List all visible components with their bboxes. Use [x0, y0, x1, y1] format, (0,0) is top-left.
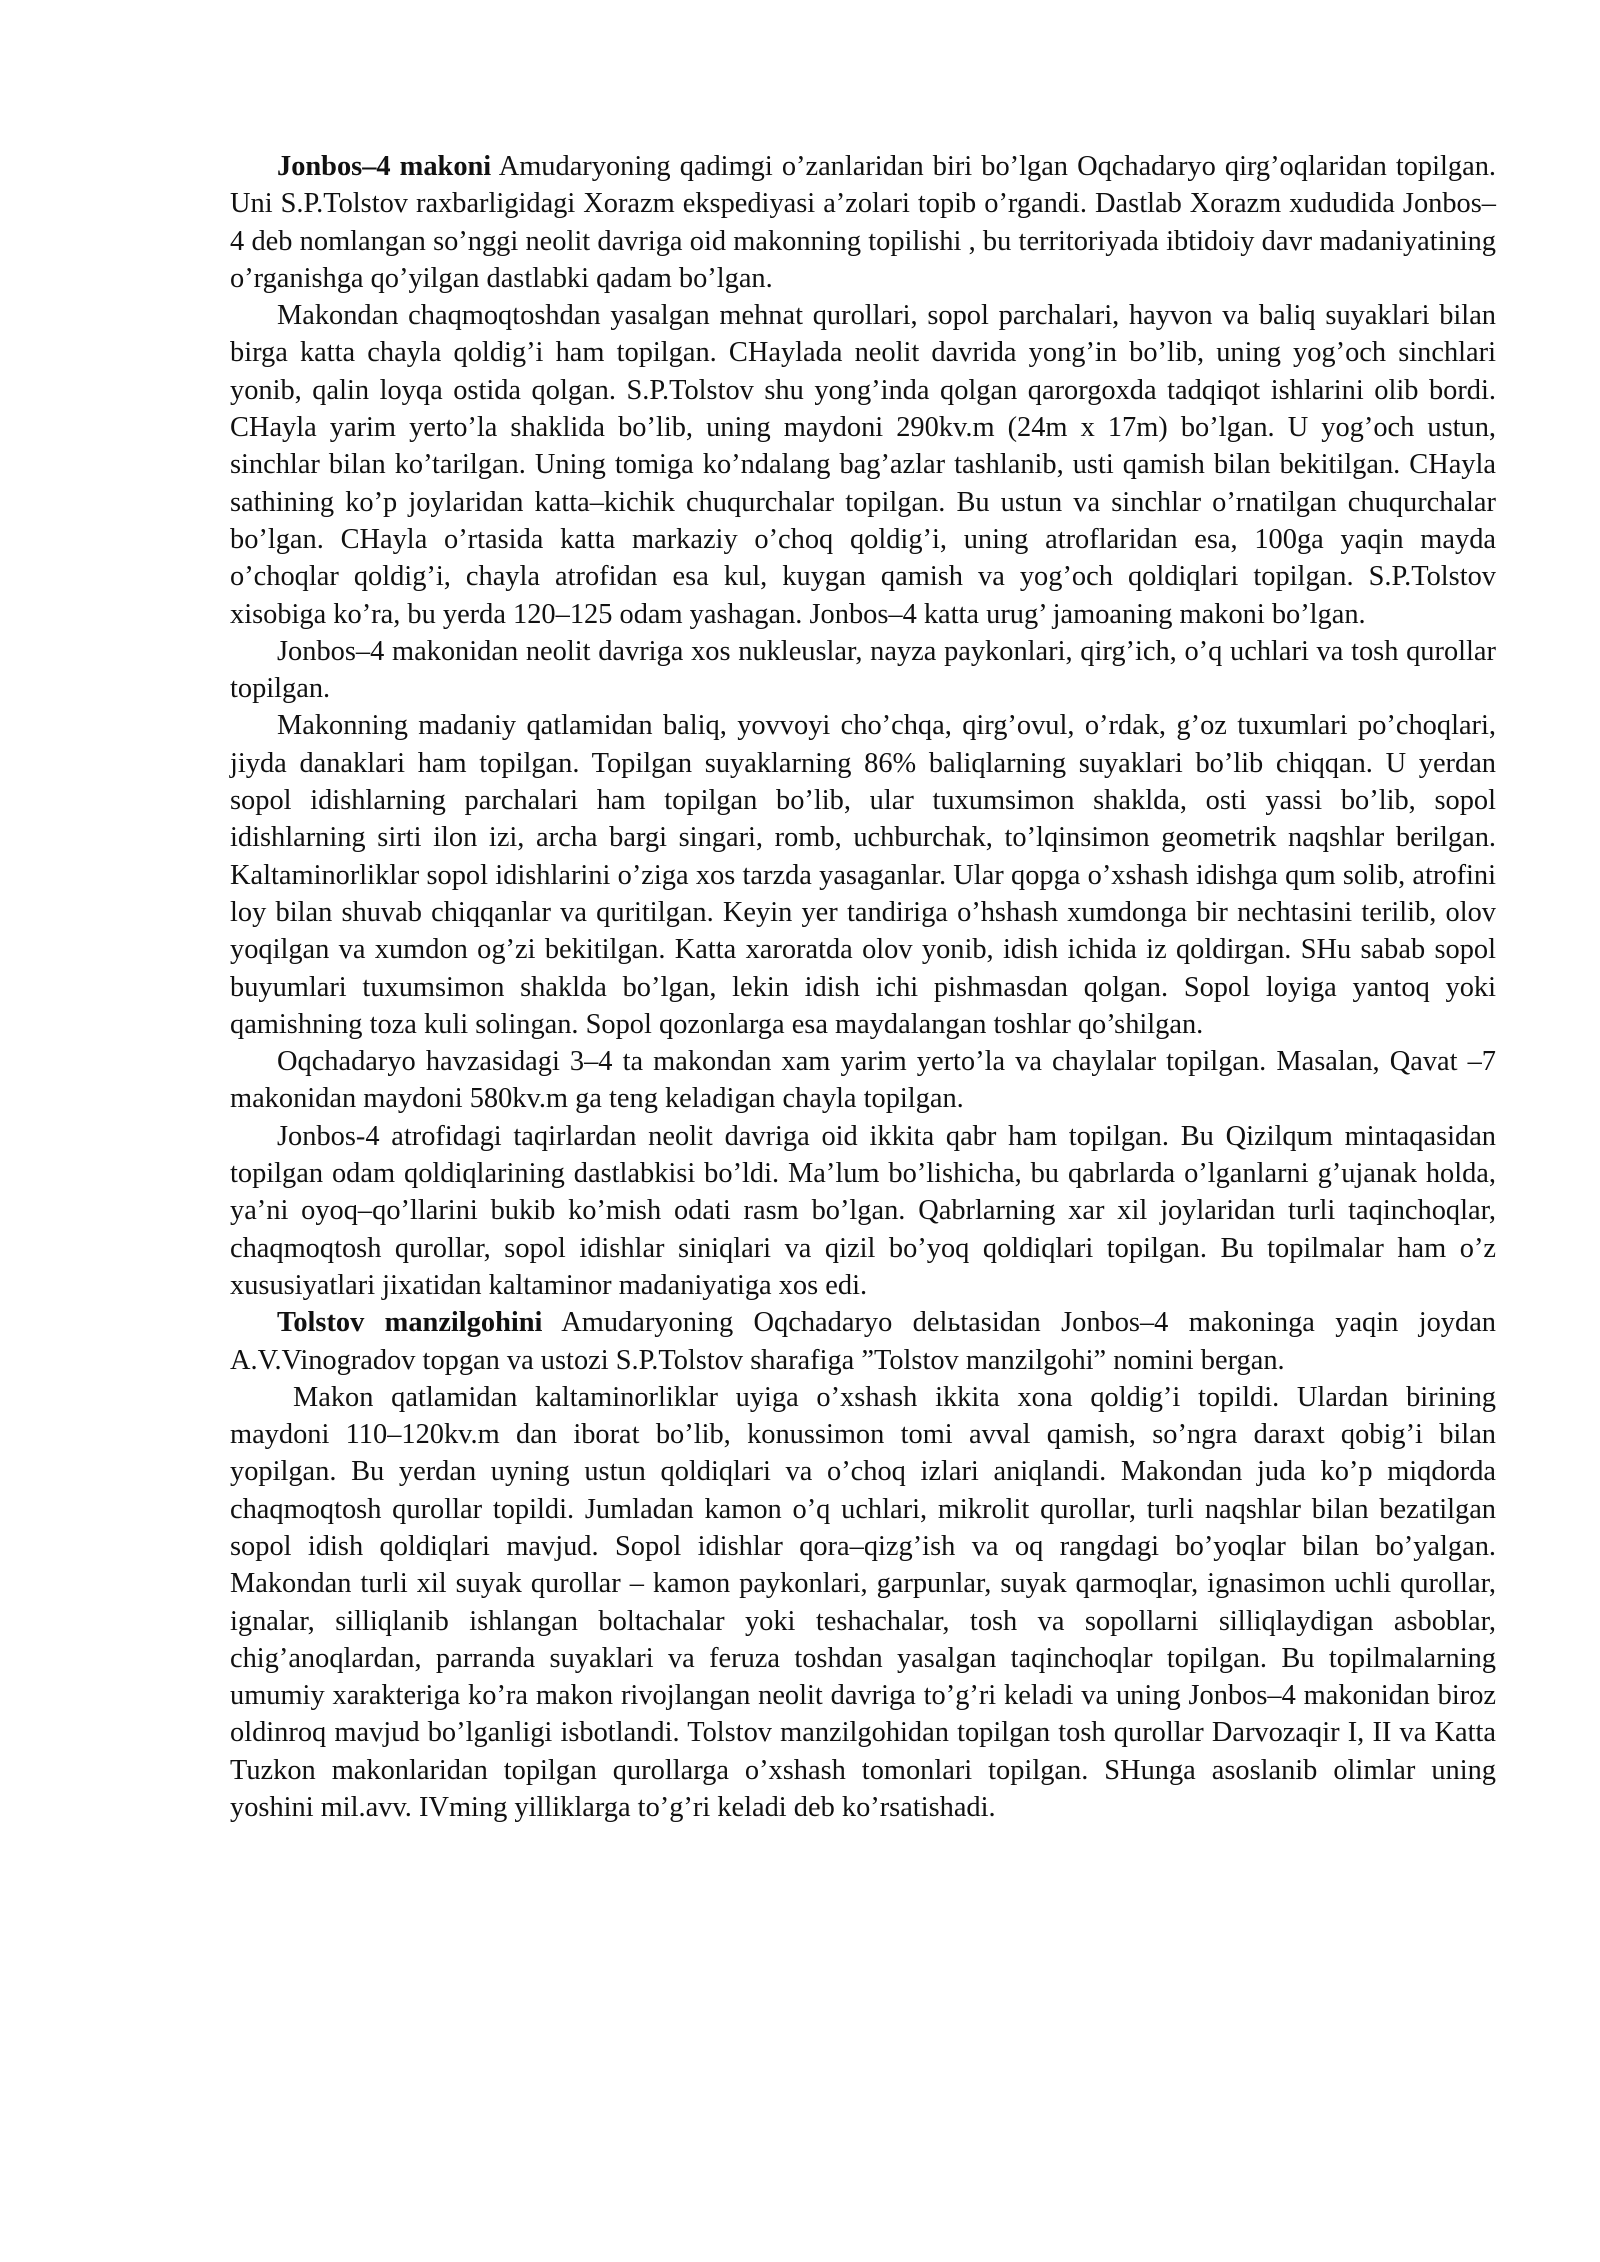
- paragraph-oqchadaryo-basin: [230, 1043, 1496, 1118]
- paragraph-jonbos-intro: [230, 148, 1496, 297]
- paragraph-lead-tolstov: Tolstov manzilgohini: [277, 1307, 543, 1339]
- paragraph-lead-jonbos: Jonbos–4 makoni: [277, 151, 492, 182]
- paragraph-jonbos-tools: [230, 633, 1496, 708]
- paragraph-graves: [230, 1118, 1496, 1304]
- paragraph-text: Makonning madaniy qatlamidan baliq, yovvoyi cho’chqa, qirg’ovul, o’rdak, g’oz tuxumlari po’choqlari, jiyda danaklari ham topilgan. Topilgan suyaklarning 86% baliqlarning suyaklari bo’lib chiqqan. U yerdan sopol idishlarning parchalari ham topilgan bo’lib, ular tuxumsimon shaklda, osti yassi bo’lib, sopol idishlarning sirti ilon izi, archa bargi singari, romb, uchburchak, to’lqinsimon geometrik naqshlar berilgan. Kaltaminorliklar sopol idishlarini o’ziga xos tarzda yasaganlar. Ular qopga o’xshash idishga qum solib, atrofini loy bilan shuvab chiqqanlar va quritilgan. Keyin yer tandiriga o’hshash xumdonga bir nechtasini terilib, olov yoqilgan va xumdon og’zi bekitilgan. Katta xaroratda olov yonib, idish ichida iz qoldirgan. SHu sabab sopol buyumlari tuxumsimon shaklda bo’lgan, lekin idish ichi pishmasdan qolgan. Sopol loyiga yantoq yoki qamishning toza kuli solingan. Sopol qozonlarga esa maydalangan toshlar qo’shilgan.: [230, 710, 1496, 1040]
- paragraph-cultural-layer: [230, 707, 1496, 1043]
- paragraph-text: Jonbos-4 atrofidagi taqirlardan neolit davriga oid ikkita qabr ham topilgan. Bu Qizilqum mintaqasidan topilgan odam qoldiqlarining dastlabkisi bo’ldi. Ma’lum bo’lishicha, bu qabrlarda o’lganlarni g’ujanak holda, ya’ni oyoq–qo’llarini bukib ko’mish odati rasm bo’lgan. Qabrlarning xar xil joylaridan turli taqinchoqlar, chaqmoqtosh qurollar, sopol idishlar siniqlari va qizil bo’yoq qoldiqlari topilgan. Bu topilmalar ham o’z xususiyatlari jixatidan kaltaminor madaniyatiga xos edi.: [230, 1120, 1496, 1301]
- paragraph-text: Oqchadaryo havzasidagi 3–4 ta makondan xam yarim yerto’la va chaylalar topilgan. Masalan, Qavat –7 makonidan maydoni 580kv.m ga teng keladigan chayla topilgan.: [230, 1046, 1496, 1115]
- paragraph-text: Makondan chaqmoqtoshdan yasalgan mehnat qurollari, sopol parchalari, hayvon va baliq suyaklari bilan birga katta chayla qoldig’i ham topilgan. CHaylada neolit davrida yong’in bo’lib, uning yog’och sinchlari yonib, qalin loyqa ostida qolgan. S.P.Tolstov shu yong’inda qolgan qarorgoxda tadqiqot ishlarini olib bordi. CHayla yarim yerto’la shaklida bo’lib, uning maydoni 290kv.m (24m x 17m) bo’lgan. U yog’och ustun, sinchlar bilan ko’tarilgan. Uning tomiga ko’ndalang bag’azlar tashlanib, usti qamish bilan bekitilgan. CHayla sathining ko’p joylaridan katta–kichik chuqurchalar topilgan. Bu ustun va sinchlar o’rnatilgan chuqurchalar bo’lgan. CHayla o’rtasida katta markaziy o’choq qoldig’i, uning atroflaridan esa, 100ga yaqin mayda o’choqlar qoldig’i, chayla atrofidan esa kul, kuygan qamish va yog’och qoldiqlari topilgan. S.P.Tolstov xisobiga ko’ra, bu yerda 120–125 odam yashagan. Jonbos–4 katta urug’ jamoaning makoni bo’lgan.: [230, 300, 1496, 630]
- paragraph-tolstov-intro: [230, 1304, 1496, 1379]
- paragraph-text: Jonbos–4 makonidan neolit davriga xos nukleuslar, nayza paykonlari, qirg’ich, o’q uchlari va tosh qurollar topilgan.: [230, 635, 1496, 705]
- paragraph-chayla-description: [230, 297, 1496, 633]
- paragraph-text: Amudaryoning Oqchadaryo delьtasidan Jonbos–4 makoninga yaqin joydan A.V.Vinogradov topgan va ustozi S.P.Tolstov sharafiga ”Tolstov manzilgohi” nomini bergan.: [230, 1307, 1496, 1376]
- paragraph-text: Amudaryoning qadimgi o’zanlaridan biri bo’lgan Oqchadaryo qirg’oqlaridan topilgan. Uni S.P.Tolstov raxbarligidagi Xorazm ekspediyasi a’zolari topib o’rgandi. Dastlab Xorazm xududida Jonbos–4 deb nomlangan so’nggi neolit davriga oid makonning topilishi , bu territoriyada ibtidoiy davr madaniyatining o’rganishga qo’yilgan dastlabki qadam bo’lgan.: [230, 151, 1496, 294]
- paragraph-tolstov-findings: [230, 1379, 1496, 1827]
- paragraph-text: Makon qatlamidan kaltaminorliklar uyiga o’xshash ikkita xona qoldig’i topildi. Ulardan birining maydoni 110–120kv.m dan iborat bo’lib, konussimon tomi avval qamish, so’ngra daraxt qobig’i bilan yopilgan. Bu yerdan uyning ustun qoldiqlari va o’choq izlari aniqlandi. Makondan juda ko’p miqdorda chaqmoqtosh qurollar topildi. Jumladan kamon o’q uchlari, mikrolit qurollar, turli naqshlar bilan bezatilgan sopol idish qoldiqlari mavjud. Sopol idishlar qora–qizg’ish va oq rangdagi bo’yoqlar bilan bo’yalgan. Makondan turli xil suyak qurollar – kamon paykonlari, garpunlar, suyak qarmoqlar, ignasimon uchli qurollar, ignalar, silliqlanib ishlangan boltachalar yoki teshachalar, tosh va sopollarni silliqlaydigan asboblar, chig’anoqlardan, parranda suyaklari va feruza toshdan yasalgan taqinchoqlar topilgan. Bu topilmalarning umumiy xarakteriga ko’ra makon rivojlangan neolit davriga to’g’ri keladi va uning Jonbos–4 makonidan biroz oldinroq mavjud bo’lganligi isbotlandi. Tolstov manzilgohidan topilgan tosh qurollar Darvozaqir I, II va Katta Tuzkon makonlaridan topilgan qurollarga o’xshash tomonlari topilgan. SHunga asoslanib olimlar uning yoshini mil.avv. IVming yilliklarga to’g’ri keladi deb ko’rsatishadi.: [230, 1381, 1496, 1824]
- document-page: [230, 148, 1496, 1826]
